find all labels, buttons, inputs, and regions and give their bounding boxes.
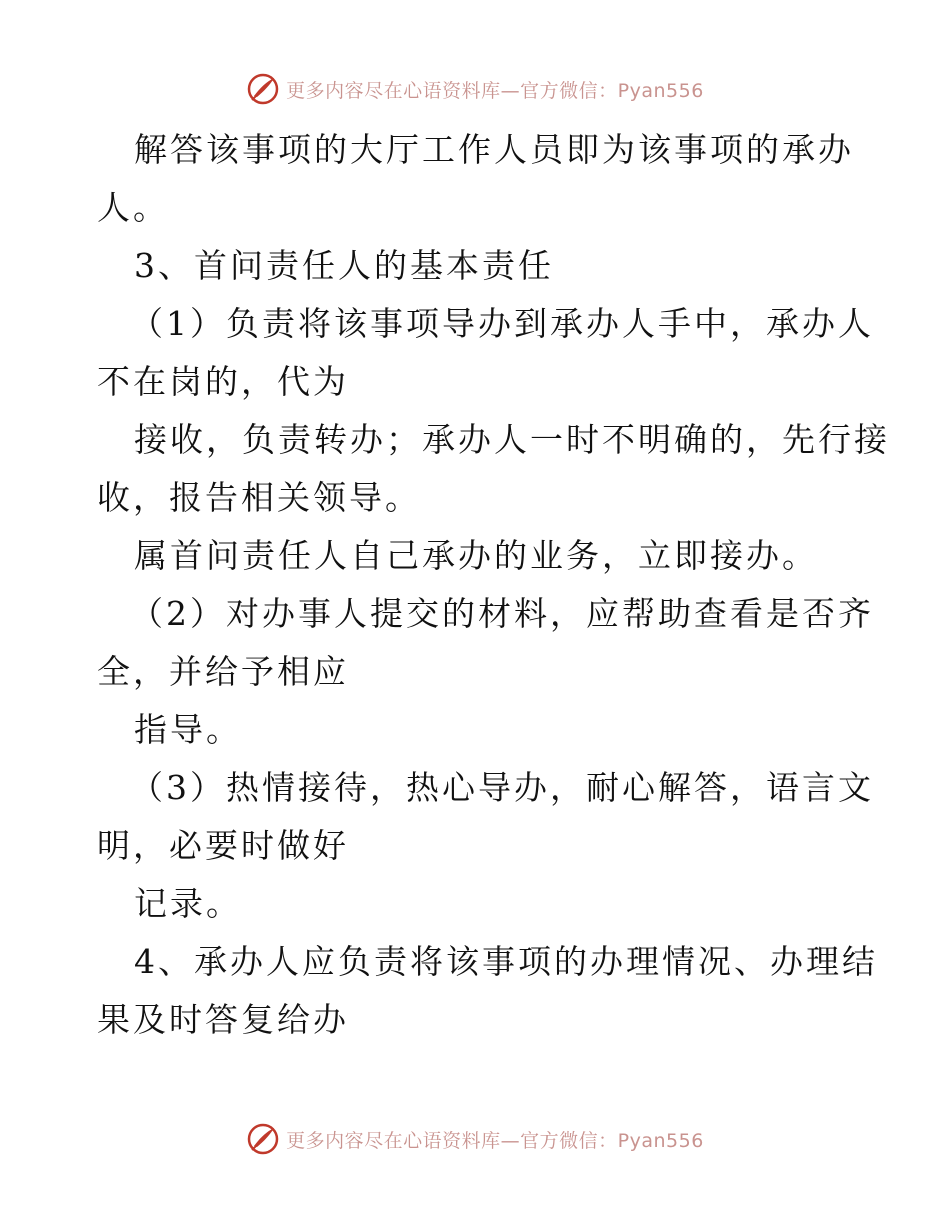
text-line: 属首问责任人自己承办的业务，立即接办。 (134, 536, 818, 575)
watermark-text: 更多内容尽在心语资料库—官方微信：Pyan556 (286, 1129, 704, 1152)
text-line: 解答该事项的大厅工作人员即为该事项的承办 (134, 130, 854, 169)
text-line: （1）负责将该事项导办到承办人手中，承办人 (130, 304, 874, 343)
text-line: 4、承办人应负责将该事项的办理情况、办理结 (134, 942, 878, 981)
quill-seal-icon (246, 72, 280, 106)
text-line: 人。 (97, 188, 169, 227)
footer-watermark (0, 1122, 950, 1156)
text-line: 指导。 (134, 710, 242, 749)
text-line: 记录。 (134, 884, 242, 923)
watermark-text: 更多内容尽在心语资料库—官方微信：Pyan556 (286, 79, 704, 102)
text-line: 收，报告相关领导。 (97, 478, 421, 517)
text-line: 果及时答复给办 (97, 1000, 349, 1039)
text-line: （2）对办事人提交的材料，应帮助查看是否齐 (130, 594, 874, 633)
text-line: 明，必要时做好 (97, 826, 349, 865)
quill-seal-icon (246, 1122, 280, 1156)
text-line: 全，并给予相应 (97, 652, 349, 691)
text-line: （3）热情接待，热心导办，耐心解答，语言文 (130, 768, 874, 807)
header-watermark (0, 72, 950, 106)
text-line: 接收，负责转办；承办人一时不明确的，先行接 (134, 420, 890, 459)
text-line: 3、首问责任人的基本责任 (134, 246, 554, 285)
text-line: 不在岗的，代为 (97, 362, 349, 401)
